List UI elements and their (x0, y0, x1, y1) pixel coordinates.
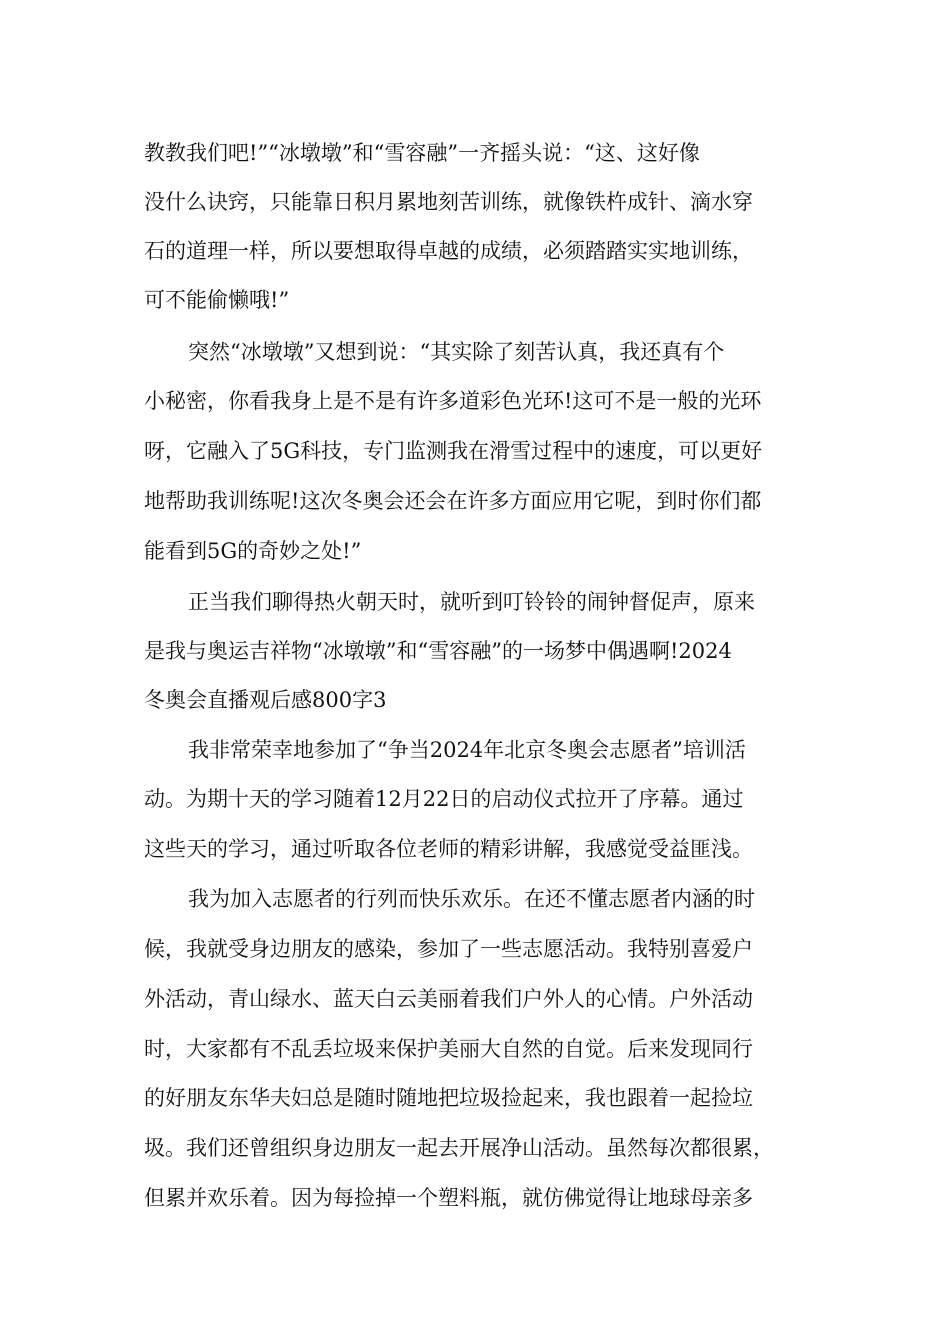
text-line: 这些天的学习，通过听取各位老师的精彩讲解，我感觉受益匪浅。 (144, 837, 753, 861)
text-line: 小秘密，你看我身上是不是有许多道彩色光环!这可不是一般的光环 (144, 389, 762, 413)
paragraph-first-line: 正当我们聊得热火朝天时，就听到叮铃铃的闹钟督促声，原来 (188, 590, 755, 614)
text-line: 地帮助我训练呢!这次冬奥会还会在许多方面应用它呢，到时你们都 (144, 489, 762, 513)
text-line: 外活动，青山绿水、蓝天白云美丽着我们户外人的心情。户外活动 (144, 987, 753, 1011)
text-line: 候，我就受身边朋友的感染，参加了一些志愿活动。我特别喜爱户 (144, 937, 753, 961)
text-line: 没什么诀窍，只能靠日积月累地刻苦训练，就像铁杵成针、滴水穿 (144, 190, 753, 214)
paragraph-first-line: 我非常荣幸地参加了“争当2024年北京冬奥会志愿者”培训活 (188, 738, 746, 762)
text-line: 的好朋友东华夫妇总是随时随地把垃圾捡起来，我也跟着一起捡垃 (144, 1086, 753, 1110)
text-line: 是我与奥运吉祥物“冰墩墩”和“雪容融”的一场梦中偶遇啊!2024 (144, 639, 732, 663)
text-line: 能看到5G的奇妙之处!” (144, 539, 362, 563)
text-line: 石的道理一样，所以要想取得卓越的成绩，必须踏踏实实地训练， (144, 239, 753, 263)
paragraph-first-line: 我为加入志愿者的行列而快乐欢乐。在还不懂志愿者内涵的时 (188, 887, 755, 911)
text-line: 动。为期十天的学习随着12月22日的启动仪式拉开了序幕。通过 (144, 787, 744, 811)
section-heading-line: 冬奥会直播观后感800字3 (144, 688, 387, 712)
text-line: 圾。我们还曾组织身边朋友一起去开展净山活动。虽然每次都很累， (144, 1136, 774, 1160)
text-line: 但累并欢乐着。因为每捡掉一个塑料瓶，就仿佛觉得让地球母亲多 (144, 1186, 753, 1210)
text-line: 可不能偷懒哦!” (144, 288, 290, 312)
text-line: 教教我们吧!”“冰墩墩”和“雪容融”一齐摇头说：“这、这好像 (144, 141, 700, 165)
paragraph-first-line: 突然“冰墩墩”又想到说：“其实除了刻苦认真，我还真有个 (188, 340, 725, 364)
text-line: 呀，它融入了5G科技，专门监测我在滑雪过程中的速度，可以更好 (144, 439, 763, 463)
text-line: 时，大家都有不乱丢垃圾来保护美丽大自然的自觉。后来发现同行 (144, 1037, 753, 1061)
